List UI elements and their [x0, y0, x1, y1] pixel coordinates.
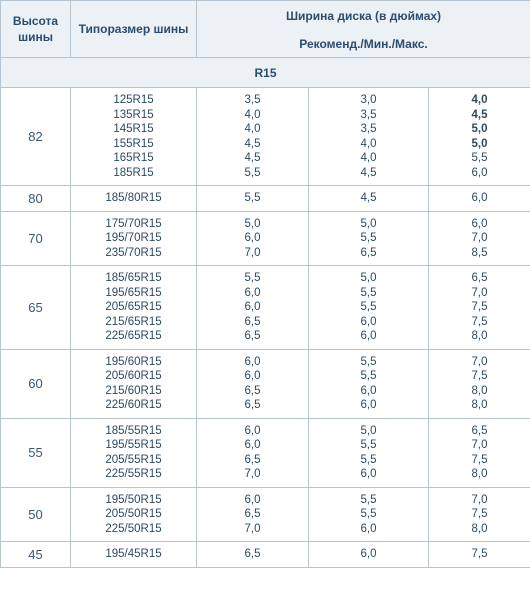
tire-size-cell-value: 215/60R15: [105, 384, 162, 397]
min-width-cell-value: 6,0: [360, 330, 377, 342]
recommended-width-cell-value: 6,0: [244, 355, 261, 368]
recommended-width-cell-value: 6,5: [244, 548, 261, 560]
max-width-cell-value: 7,5: [471, 370, 488, 382]
recommended-width-cell: [197, 487, 309, 542]
recommended-width-cell-value: 6,5: [244, 453, 261, 466]
tire-size-cell-value: 205/60R15: [105, 370, 162, 382]
min-width-cell: [309, 211, 429, 266]
min-width-cell: [309, 418, 429, 487]
tire-size-cell-value: 195/70R15: [105, 232, 162, 244]
recommended-width-cell-value: 4,5: [244, 152, 261, 164]
max-width-cell-value: 7,5: [471, 315, 488, 328]
tire-size-cell-value: 205/55R15: [105, 453, 162, 466]
max-width-cell: [429, 211, 530, 266]
recommended-width-cell: [197, 418, 309, 487]
recommended-width-cell: [197, 542, 309, 568]
max-width-cell-value: 8,0: [471, 330, 488, 342]
tire-size-cell-value: 185R15: [113, 166, 154, 179]
recommended-width-cell-value: 6,5: [244, 399, 261, 411]
header-rim-width-subtitle: Рекоменд./Мин./Макс.: [197, 31, 530, 58]
recommended-width-cell-value: 6,5: [244, 330, 261, 342]
min-width-cell-value: 6,0: [360, 315, 377, 328]
table-row: [1, 186, 530, 212]
recommended-width-cell-value: 6,0: [244, 493, 261, 506]
header-rim-width: Ширина диска (в дюймах): [197, 1, 530, 32]
recommended-width-cell-value: 6,0: [244, 439, 261, 451]
tire-size-cell: [71, 487, 197, 542]
tire-height-cell: 70: [1, 211, 71, 266]
max-width-cell-value: 6,0: [471, 192, 488, 204]
header-tire-height: Высота шины: [1, 1, 71, 58]
tire-size-cell-value: 225/50R15: [105, 522, 162, 535]
recommended-width-cell-value: 6,5: [244, 315, 261, 328]
tire-size-cell: [71, 418, 197, 487]
min-width-cell-value: 6,5: [360, 246, 377, 259]
max-width-cell: [429, 487, 530, 542]
recommended-width-cell-value: 6,0: [244, 424, 261, 437]
recommended-width-cell: [197, 266, 309, 350]
recommended-width-cell-value: 6,5: [244, 508, 261, 520]
header-tire-size: Типоразмер шины: [71, 1, 197, 58]
section-title: R15: [1, 58, 530, 88]
tire-height-cell: 55: [1, 418, 71, 487]
min-width-cell: [309, 349, 429, 418]
tire-size-cell-value: 225/65R15: [105, 330, 162, 342]
tire-size-cell: [71, 88, 197, 186]
tire-size-cell-value: 195/60R15: [105, 355, 162, 368]
tire-size-cell: [71, 266, 197, 350]
max-width-cell-value: 5,5: [471, 152, 488, 164]
table-row: [1, 418, 530, 487]
recommended-width-cell-value: 6,5: [244, 384, 261, 397]
max-width-cell-value: 7,5: [471, 548, 488, 560]
min-width-cell-value: 5,0: [360, 424, 377, 437]
tire-size-cell-value: 145R15: [113, 123, 154, 135]
min-width-cell-value: 3,0: [360, 94, 377, 106]
max-width-cell-value: 8,0: [471, 399, 488, 411]
max-width-cell-value: 8,0: [471, 384, 488, 397]
max-width-cell-value: 7,5: [471, 301, 488, 313]
min-width-cell-value: 6,0: [360, 468, 377, 480]
tire-size-cell-value: 165R15: [113, 152, 154, 164]
recommended-width-cell: [197, 349, 309, 418]
min-width-cell-value: 4,0: [360, 137, 377, 150]
recommended-width-cell-value: 7,0: [244, 468, 261, 480]
tire-height-cell: 80: [1, 186, 71, 212]
tire-size-cell-value: 195/65R15: [105, 286, 162, 299]
max-width-cell-value: 6,0: [471, 166, 488, 179]
max-width-cell: [429, 349, 530, 418]
recommended-width-cell: [197, 186, 309, 212]
recommended-width-cell-value: 6,0: [244, 370, 261, 382]
min-width-cell: [309, 542, 429, 568]
max-width-cell-value: 6,0: [471, 217, 488, 230]
tire-height-cell: 65: [1, 266, 71, 350]
max-width-cell-value: 7,0: [471, 355, 488, 368]
min-width-cell-value: 3,5: [360, 108, 377, 121]
max-width-cell-value: 7,0: [471, 439, 488, 451]
max-width-cell-value: 5,0: [471, 137, 488, 150]
recommended-width-cell-value: 6,0: [244, 301, 261, 313]
max-width-cell-value: 8,0: [471, 522, 488, 535]
tire-size-cell-value: 205/50R15: [105, 508, 162, 520]
table-row: [1, 211, 530, 266]
tire-height-cell: 50: [1, 487, 71, 542]
tire-size-cell-value: 195/45R15: [105, 548, 162, 560]
recommended-width-cell: [197, 211, 309, 266]
min-width-cell-value: 6,0: [360, 522, 377, 535]
table-row: [1, 88, 530, 186]
min-width-cell-value: 5,5: [360, 493, 377, 506]
min-width-cell: [309, 186, 429, 212]
recommended-width-cell-value: 5,5: [244, 166, 261, 179]
recommended-width-cell-value: 5,5: [244, 192, 261, 204]
min-width-cell-value: 5,5: [360, 453, 377, 466]
max-width-cell-value: 7,5: [471, 508, 488, 520]
tire-size-cell: [71, 211, 197, 266]
min-width-cell-value: 5,5: [360, 301, 377, 313]
tire-size-cell: [71, 542, 197, 568]
min-width-cell-value: 5,5: [360, 286, 377, 299]
tire-size-cell-value: 235/70R15: [105, 246, 162, 259]
max-width-cell: [429, 542, 530, 568]
table-row: [1, 487, 530, 542]
tire-size-cell-value: 175/70R15: [105, 217, 162, 230]
recommended-width-cell-value: 5,5: [244, 272, 261, 284]
max-width-cell-value: 5,0: [471, 123, 488, 135]
min-width-cell-value: 5,5: [360, 370, 377, 382]
max-width-cell: [429, 266, 530, 350]
tire-height-cell: 60: [1, 349, 71, 418]
recommended-width-cell-value: 6,0: [244, 232, 261, 244]
tire-size-cell-value: 185/55R15: [105, 424, 162, 437]
tire-size-cell-value: 195/50R15: [105, 493, 162, 506]
max-width-cell-value: 7,0: [471, 232, 488, 244]
tire-size-cell-value: 225/60R15: [105, 399, 162, 411]
tire-size-cell-value: 125R15: [113, 94, 154, 106]
min-width-cell-value: 5,0: [360, 217, 377, 230]
min-width-cell-value: 6,0: [360, 399, 377, 411]
min-width-cell-value: 5,5: [360, 508, 377, 520]
tire-size-cell: [71, 349, 197, 418]
table-row: [1, 266, 530, 350]
max-width-cell-value: 8,0: [471, 468, 488, 480]
min-width-cell-value: 4,5: [360, 192, 377, 204]
min-width-cell-value: 5,5: [360, 232, 377, 244]
min-width-cell-value: 5,5: [360, 439, 377, 451]
max-width-cell-value: 4,5: [471, 108, 488, 121]
recommended-width-cell-value: 4,5: [244, 137, 261, 150]
recommended-width-cell-value: 7,0: [244, 522, 261, 535]
min-width-cell-value: 6,0: [360, 548, 377, 560]
max-width-cell-value: 7,0: [471, 493, 488, 506]
min-width-cell-value: 4,5: [360, 166, 377, 179]
max-width-cell: [429, 88, 530, 186]
tire-size-cell: [71, 186, 197, 212]
max-width-cell-value: 7,0: [471, 286, 488, 299]
min-width-cell-value: 3,5: [360, 123, 377, 135]
max-width-cell-value: 4,0: [471, 94, 488, 106]
table-row: [1, 542, 530, 568]
max-width-cell: [429, 418, 530, 487]
max-width-cell-value: 8,5: [471, 246, 488, 259]
min-width-cell: [309, 88, 429, 186]
tire-height-cell: 45: [1, 542, 71, 568]
tire-size-cell-value: 225/55R15: [105, 468, 162, 480]
recommended-width-cell-value: 3,5: [244, 94, 261, 106]
tire-size-cell-value: 155R15: [113, 137, 154, 150]
tire-size-cell-value: 195/55R15: [105, 439, 162, 451]
min-width-cell-value: 5,0: [360, 272, 377, 284]
max-width-cell-value: 6,5: [471, 424, 488, 437]
recommended-width-cell-value: 7,0: [244, 246, 261, 259]
max-width-cell: [429, 186, 530, 212]
tire-size-cell-value: 135R15: [113, 108, 154, 121]
min-width-cell-value: 4,0: [360, 152, 377, 164]
tire-size-cell-value: 205/65R15: [105, 301, 162, 313]
tire-size-cell-value: 215/65R15: [105, 315, 162, 328]
tire-height-cell: 82: [1, 88, 71, 186]
max-width-cell-value: 7,5: [471, 453, 488, 466]
tire-size-cell-value: 185/65R15: [105, 272, 162, 284]
recommended-width-cell-value: 4,0: [244, 123, 261, 135]
recommended-width-cell: [197, 88, 309, 186]
tire-size-cell-value: 185/80R15: [105, 192, 162, 204]
recommended-width-cell-value: 4,0: [244, 108, 261, 121]
min-width-cell-value: 6,0: [360, 384, 377, 397]
min-width-cell-value: 5,5: [360, 355, 377, 368]
min-width-cell: [309, 487, 429, 542]
table-row: [1, 349, 530, 418]
recommended-width-cell-value: 5,0: [244, 217, 261, 230]
min-width-cell: [309, 266, 429, 350]
recommended-width-cell-value: 6,0: [244, 286, 261, 299]
max-width-cell-value: 6,5: [471, 272, 488, 284]
